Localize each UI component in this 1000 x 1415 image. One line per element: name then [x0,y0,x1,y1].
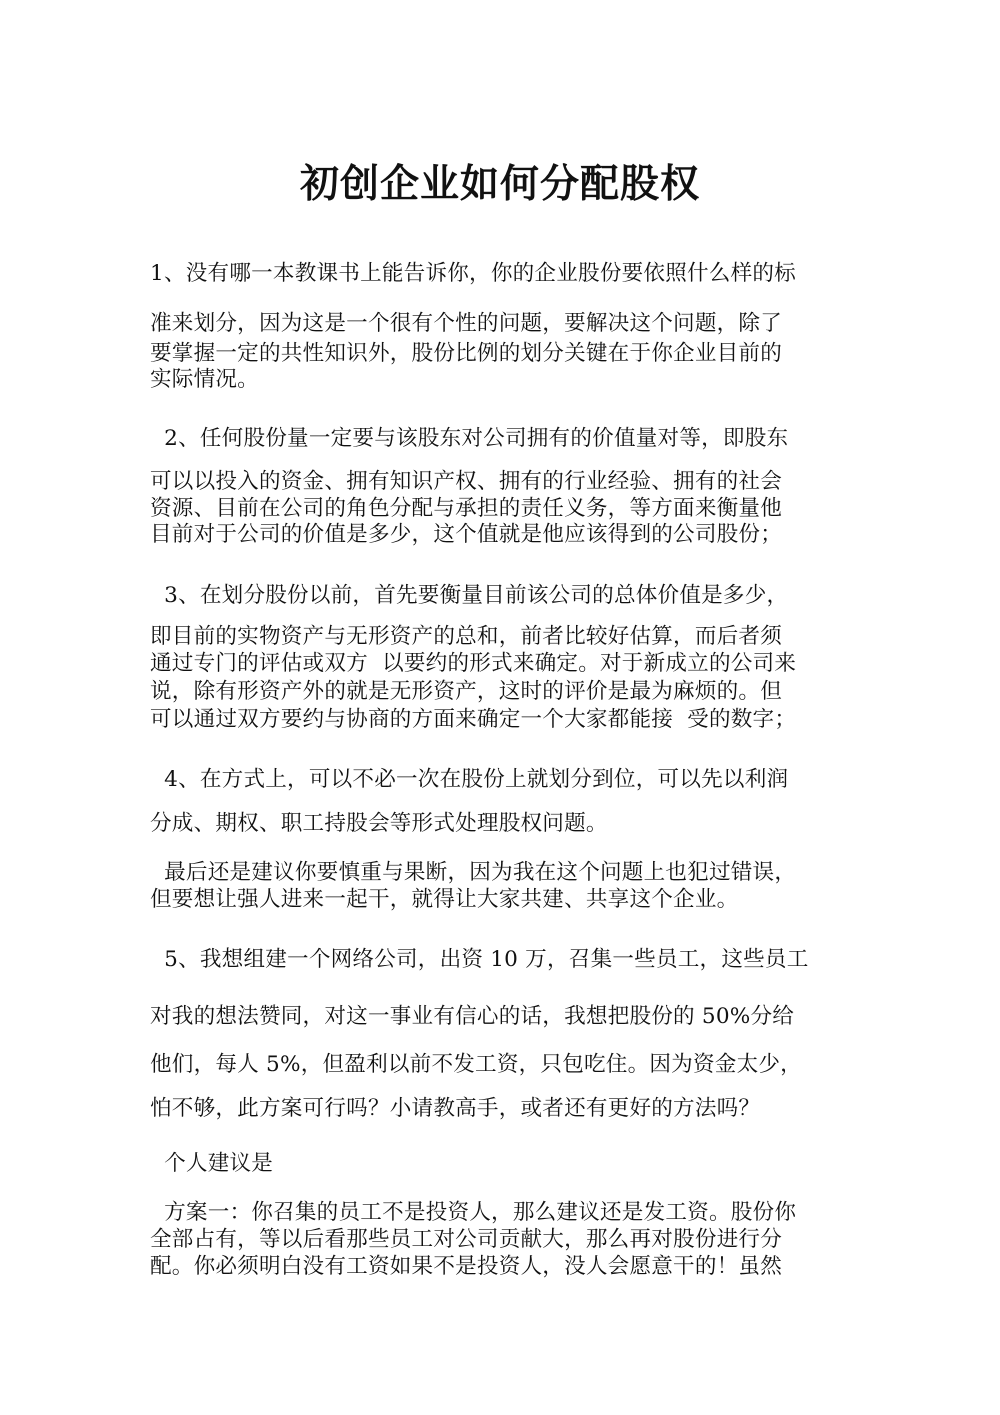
paragraph-line: 资源、目前在公司的角色分配与承担的责任义务，等方面来衡量他 [150,496,783,521]
paragraph-line: 个人建议是 [150,1151,274,1176]
paragraph-line: 5、我想组建一个网络公司，出资 10 万，召集一些员工，这些员工 [150,947,809,972]
paragraph-line: 即目前的实物资产与无形资产的总和，前者比较好估算，而后者须 [150,624,783,649]
paragraph-line: 可以以投入的资金、拥有知识产权、拥有的行业经验、拥有的社会 [150,469,783,494]
paragraph-line: 准来划分，因为这是一个很有个性的问题，要解决这个问题，除了 [150,311,783,336]
paragraph-line: 方案一：你召集的员工不是投资人，那么建议还是发工资。股份你 [150,1200,797,1225]
paragraph-line: 通过专门的评估或双方 以要约的形式来确定。对于新成立的公司来 [150,651,797,676]
paragraph-line: 实际情况。 [150,367,259,392]
paragraph-line: 4、在方式上，可以不必一次在股份上就划分到位，可以先以利润 [150,767,789,792]
paragraph-line: 1、没有哪一本教课书上能告诉你，你的企业股份要依照什么样的标 [150,261,796,286]
paragraph-line: 2、任何股份量一定要与该股东对公司拥有的价值量对等，即股东 [150,426,789,451]
paragraph-line: 3、在划分股份以前，首先要衡量目前该公司的总体价值是多少， [150,583,789,608]
paragraph-line: 怕不够，此方案可行吗？小请教高手，或者还有更好的方法吗？ [150,1096,761,1121]
paragraph-line: 目前对于公司的价值是多少，这个值就是他应该得到的公司股份； [150,522,783,547]
document-title: 初创企业如何分配股权 [299,161,700,207]
paragraph-line: 配。你必须明白没有工资如果不是投资人，没人会愿意干的！虽然 [150,1254,783,1279]
paragraph-line: 但要想让强人进来一起干，就得让大家共建、共享这个企业。 [150,887,739,912]
paragraph-line: 说，除有形资产外的就是无形资产，这时的评价是最为麻烦的。但 [150,679,783,704]
paragraph-line: 分成、期权、职工持股会等形式处理股权问题。 [150,811,608,836]
paragraph-line: 对我的想法赞同，对这一事业有信心的话，我想把股份的 50%分给 [150,1004,795,1029]
paragraph-line: 最后还是建议你要慎重与果断，因为我在这个问题上也犯过错误， [150,860,797,885]
paragraph-line: 全部占有，等以后看那些员工对公司贡献大，那么再对股份进行分 [150,1227,783,1252]
paragraph-line: 他们，每人 5%，但盈利以前不发工资，只包吃住。因为资金太少， [150,1052,802,1077]
paragraph-line: 要掌握一定的共性知识外，股份比例的划分关键在于你企业目前的 [150,341,783,366]
paragraph-line: 可以通过双方要约与协商的方面来确定一个大家都能接 受的数字； [150,707,797,732]
